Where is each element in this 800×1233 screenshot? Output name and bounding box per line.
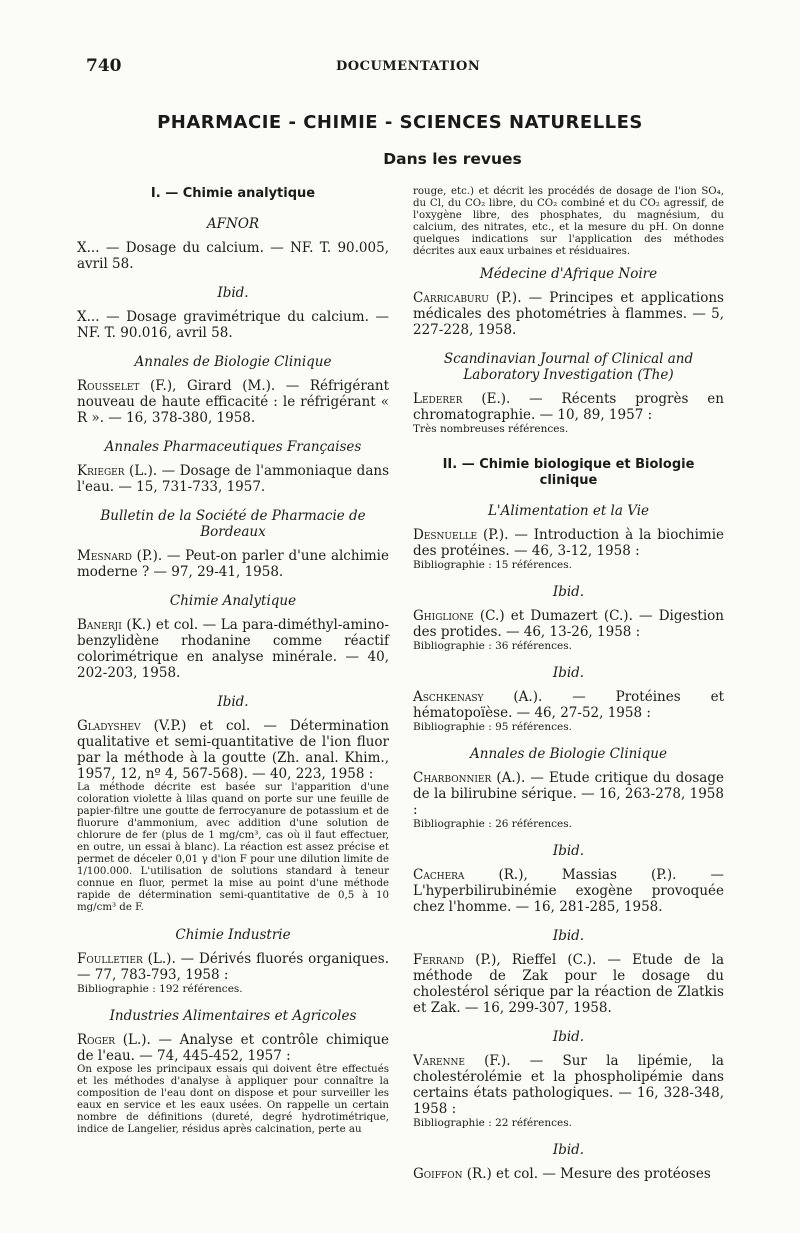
journal-title: Annales Pharmaceutiques Françaises: [104, 439, 362, 455]
citation-text: (P.). — Peut-on parler d'une alchimie moderne ? — 97, 29-41, 1958.: [77, 548, 389, 580]
spacer: [413, 1158, 724, 1166]
citation-text: (A.). — Protéines et hématopoïèse. — 46, 27-52, 1958 :: [413, 689, 724, 721]
citation-text: (L.). — Analyse et contrôle chimique de l'eau. — 74, 445-452, 1957 :: [77, 1032, 389, 1064]
entry-block: [77, 216, 389, 272]
abstract-note: On expose les principaux essais qui doivent être effectués et les méthodes d'analyse à appliquer pour connaître la composition de l'eau dont on dispose et pour surveiller les eaux en service et les eaux usées. On rappelle un certain nombre de définitions (dureté, degré hydrotimétrique, indice de Langelier, résidus après calcination, perte au: [77, 1064, 389, 1135]
citation: [77, 951, 389, 983]
citation-text: (C.) et Dumazert (C.). — Digestion des protides. — 46, 13-26, 1958 :: [413, 608, 724, 640]
bibliography-note: Bibliographie : 95 références.: [413, 721, 572, 733]
running-title: DOCUMENTATION: [336, 59, 481, 74]
citation: [77, 1032, 389, 1064]
entry-block: [413, 584, 724, 652]
citation: [413, 608, 724, 640]
citation: [413, 689, 724, 721]
continuation-note: rouge, etc.) et décrit les procédés de dosage de l'ion SO₄, du Cl, du CO₂ libre, du CO₂ combiné et du CO₂ agressif, de l'oxygène libre, des phosphates, du magnésium, du calcium, des nitrates, etc., et la mesure du pH. On donne quelques indications sur l'application des méthodes décrites aux eaux urbaines et résiduaires.: [413, 186, 724, 257]
entry-block: [77, 1008, 389, 1136]
citation: [413, 527, 724, 559]
bibliography-note: Bibliographie : 26 références.: [413, 818, 572, 830]
spacer: [413, 383, 724, 391]
citation-text: (E.). — Récents progrès en chromatographie. — 10, 89, 1957 :: [413, 391, 724, 423]
journal-title: Industries Alimentaires et Agricoles: [109, 1008, 357, 1024]
bibliography-note: Bibliographie : 15 références.: [413, 559, 572, 571]
author-name: X...: [77, 309, 100, 325]
journal-title: Chimie Analytique: [169, 593, 297, 609]
entry-block: [77, 593, 389, 681]
entry-block: [77, 285, 389, 341]
author-name: Varenne: [413, 1053, 465, 1069]
bibliography-note: Très nombreuses références.: [413, 423, 569, 435]
left-column: [77, 186, 389, 1136]
journal-title: Annales de Biologie Clinique: [470, 746, 667, 762]
bibliography-note: Bibliographie : 36 références.: [413, 640, 572, 652]
citation: [77, 378, 389, 426]
spacer: [77, 710, 389, 718]
citation-text: (P.), Rieffel (C.). — Etude de la méthode de Zak pour le dosage du cholestérol sérique par la réaction de Zlatkis et Zak. — 16, 299-307, 1958.: [413, 952, 724, 1016]
citation-text: (L.). — Dosage de l'ammoniaque dans l'eau. — 15, 731-733, 1957.: [77, 463, 389, 495]
citation: [413, 1053, 724, 1117]
entry-block: [413, 1142, 724, 1182]
author-name: Ghiglione: [413, 608, 474, 624]
citation: [77, 718, 389, 782]
citation: [77, 548, 389, 580]
spacer: [413, 519, 724, 527]
citation: [413, 1166, 724, 1182]
journal-title: Médecine d'Afrique Noire: [479, 266, 658, 282]
author-name: Carricaburu: [413, 290, 489, 306]
author-name: Rousselet: [77, 378, 140, 394]
author-name: Lederer: [413, 391, 463, 407]
author-name: Ferrand: [413, 952, 465, 968]
entry-block: [413, 843, 724, 915]
entry-block: [413, 351, 724, 435]
column-heading-2: II. — Chimie biologique et Biologie clinique: [442, 457, 695, 488]
bibliography-note: Bibliographie : 22 références.: [413, 1117, 572, 1129]
entry-block: [77, 927, 389, 995]
citation: [77, 240, 389, 272]
author-name: Cachera: [413, 867, 465, 883]
spacer: [413, 282, 724, 290]
left-blocks: [77, 216, 389, 1136]
entry-block: [413, 503, 724, 571]
author-name: Krieger: [77, 463, 125, 479]
journal-title: Ibid.: [552, 1029, 585, 1045]
author-name: Goiffon: [413, 1166, 463, 1182]
spacer: [77, 609, 389, 617]
entry-block: [77, 508, 389, 580]
journal-title: Ibid.: [217, 285, 249, 301]
journal-title: Ibid.: [552, 843, 585, 859]
citation: [413, 391, 724, 423]
journal-title: Scandinavian Journal of Clinical and Laboratory Investigation (The): [443, 351, 694, 383]
journal-title: Ibid.: [552, 1142, 585, 1158]
citation: [413, 770, 724, 818]
spacer: [77, 455, 389, 463]
subheading: Dans les revues: [383, 150, 522, 168]
page-number: 740: [86, 56, 122, 76]
journal-title: Ibid.: [552, 928, 585, 944]
citation: [77, 617, 389, 681]
citation: [77, 463, 389, 495]
entry-block: [77, 439, 389, 495]
spacer: [413, 681, 724, 689]
spacer: [77, 1024, 389, 1032]
spacer: [413, 859, 724, 867]
citation-text: (R.), Massias (P.). — L'hyperbilirubinémie exogène provoquée chez l'homme. — 16, 281-285, 1958.: [413, 867, 724, 915]
citation: [413, 290, 724, 338]
spacer: [413, 600, 724, 608]
entry-block: [413, 665, 724, 733]
spacer: [413, 762, 724, 770]
spacer: [77, 370, 389, 378]
column-heading: I. — Chimie analytique: [150, 186, 316, 201]
citation-text: (L.). — Dérivés fluorés organiques. — 77, 783-793, 1958 :: [77, 951, 389, 983]
journal-title: Annales de Biologie Clinique: [134, 354, 332, 370]
author-name: Banerji: [77, 617, 122, 633]
citation-text: (A.). — Etude critique du dosage de la bilirubine sérique. — 16, 263-278, 1958 :: [413, 770, 724, 818]
journal-title: Ibid.: [552, 665, 585, 681]
citation-text: (F.), Girard (M.). — Réfrigérant nouveau de haute efficacité : le réfrigérant « R ». — 16, 378-380, 1958.: [77, 378, 389, 426]
citation-text: (R.) et col. — Mesure des protéoses: [462, 1166, 711, 1182]
author-name: Desnuelle: [413, 527, 478, 543]
author-name: Aschkenasy: [413, 689, 484, 705]
author-name: X...: [77, 240, 100, 256]
spacer: [77, 301, 389, 309]
citation-text: (F.). — Sur la lipémie, la cholestérolémie et la phospholipémie dans certains états pathologiques. — 16, 328-348, 1958 :: [413, 1053, 724, 1117]
citation-text: — Dosage du calcium. — NF. T. 90.005, avril 58.: [77, 240, 389, 272]
entry-block: [77, 694, 389, 914]
spacer: [77, 232, 389, 240]
citation: [413, 867, 724, 915]
journal-title: Bulletin de la Société de Pharmacie de Bordeaux: [100, 508, 366, 540]
entry-block: [413, 928, 724, 1016]
right-blocks-a: [413, 266, 724, 435]
citation-text: (P.). — Principes et applications médicales des photométries à flammes. — 5, 227-228, 1958.: [413, 290, 724, 338]
right-column: [413, 186, 724, 1182]
author-name: Foulletier: [77, 951, 143, 967]
entry-block: [413, 1029, 724, 1129]
journal-title: Chimie Industrie: [175, 927, 291, 943]
bibliography-note: Bibliographie : 192 références.: [77, 983, 243, 995]
section-title: PHARMACIE - CHIMIE - SCIENCES NATURELLES: [157, 112, 643, 133]
spacer: [413, 1045, 724, 1053]
entry-block: [77, 354, 389, 426]
author-name: Mesnard: [77, 548, 132, 564]
spacer: [413, 944, 724, 952]
author-name: Gladyshev: [77, 718, 141, 734]
citation-text: (V.P.) et col. — Détermination qualitative et semi-quantitative de l'ion fluor par la méthode à la goutte (Zh. anal. Khim., 1957, 12, nº 4, 567-568). — 40, 223, 1958 :: [77, 718, 389, 782]
journal-title: Ibid.: [217, 694, 249, 710]
abstract-note: La méthode décrite est basée sur l'apparition d'une coloration violette à lilas quand on porte sur une feuille de papier-filtre une goutte de ferrocyanure de potassium et de fluorure d'ammonium, avec addition d'une solution de chlorure de fer (plus de 1 mg/cm³, cas où il faut effectuer, en outre, un essai à blanc). La réaction est assez précise et permet de déceler 0,01 γ d'ion F pour une dilution limite de 1/100.000. L'utilisation de solutions standard à teneur connue en fluor, permet la mise au point d'une méthode rapide de détermination semi-quantitative de 0,5 à 10 mg/cm³ de F.: [77, 782, 389, 913]
spacer: [77, 943, 389, 951]
author-name: Roger: [77, 1032, 116, 1048]
entry-block: [413, 746, 724, 830]
citation-text: — Dosage gravimétrique du calcium. — NF. T. 90.016, avril 58.: [77, 309, 389, 341]
journal-title: L'Alimentation et la Vie: [487, 503, 650, 519]
citation-text: (K.) et col. — La para-diméthyl-amino-benzylidène rhodanine comme réactif colorimétrique en analyse minérale. — 40, 202-203, 1958.: [77, 617, 389, 681]
citation: [77, 309, 389, 341]
journal-title: AFNOR: [206, 216, 260, 232]
journal-title: Ibid.: [552, 584, 585, 600]
right-blocks-b: [413, 503, 724, 1182]
citation-text: (P.). — Introduction à la biochimie des protéines. — 46, 3-12, 1958 :: [413, 527, 724, 559]
citation: [413, 952, 724, 1016]
author-name: Charbonnier: [413, 770, 492, 786]
spacer: [77, 540, 389, 548]
entry-block: [413, 266, 724, 338]
